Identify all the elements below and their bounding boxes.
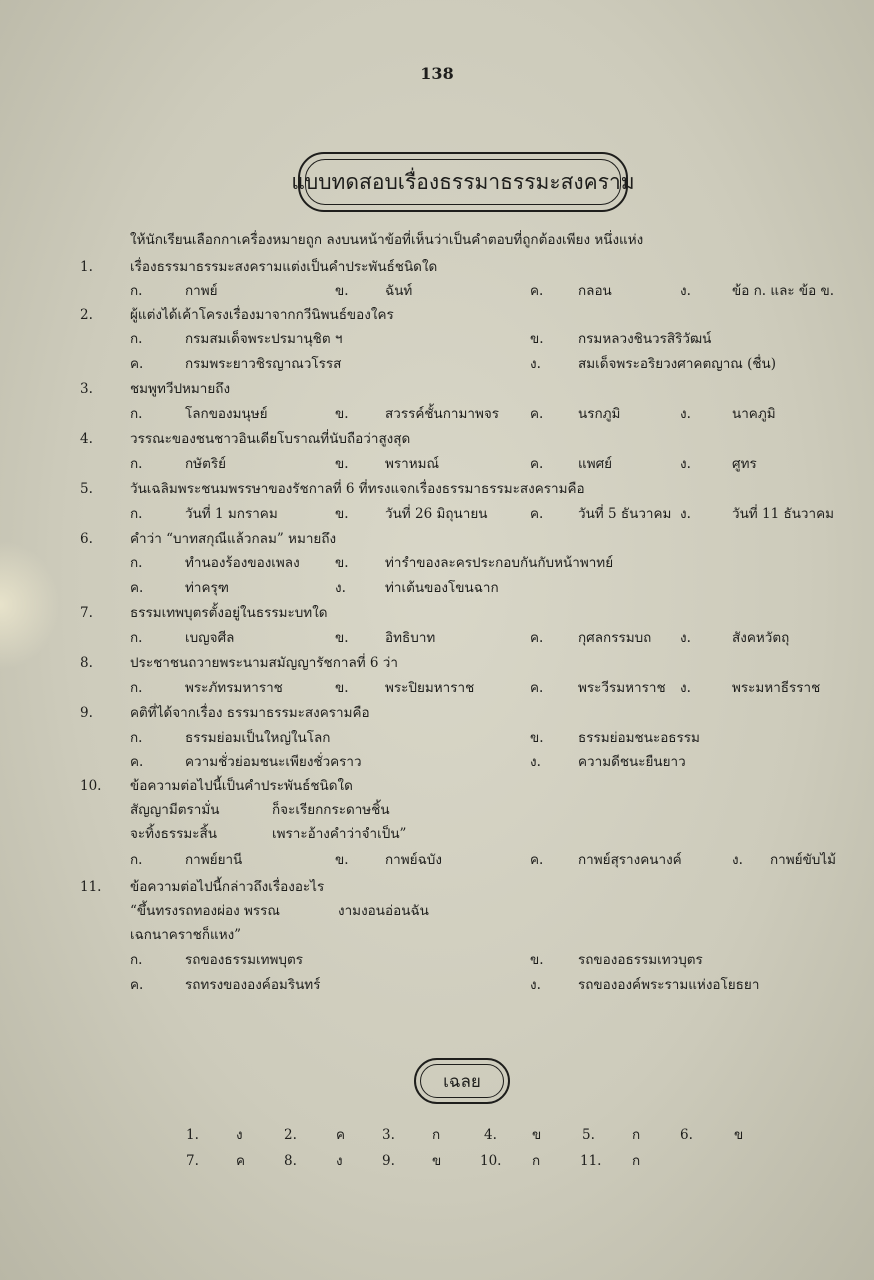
question-number: 1. bbox=[80, 259, 93, 275]
answer-value: ข bbox=[734, 1127, 744, 1143]
choice-letter[interactable]: ก. bbox=[130, 506, 143, 522]
choice-text: สังคหวัตถุ bbox=[732, 630, 790, 646]
choice-text: รถของอธรรมเทวบุตร bbox=[578, 952, 703, 968]
choice-letter[interactable]: ข. bbox=[335, 506, 349, 522]
choice-letter[interactable]: ค. bbox=[130, 580, 144, 596]
choice-text: วันที่ 5 ธันวาคม bbox=[578, 506, 672, 522]
verse-line: เพราะอ้างคำว่าจำเป็น” bbox=[272, 826, 407, 842]
choice-text: กาพย์ยานี bbox=[185, 852, 243, 868]
choice-text: กาพย์ฉบัง bbox=[385, 852, 442, 868]
choice-letter[interactable]: ข. bbox=[530, 952, 544, 968]
choice-letter[interactable]: ง. bbox=[732, 852, 743, 868]
choice-letter[interactable]: ข. bbox=[335, 555, 349, 571]
choice-letter[interactable]: ก. bbox=[130, 630, 143, 646]
choice-text: นรกภูมิ bbox=[578, 406, 621, 422]
choice-text: นาคภูมิ bbox=[732, 406, 776, 422]
verse-line: จะทิ้งธรรมะสิ้น bbox=[130, 826, 218, 842]
choice-text: ท่าเต้นของโขนฉาก bbox=[385, 580, 499, 596]
choice-letter[interactable]: ค. bbox=[530, 630, 544, 646]
choice-letter[interactable]: ง. bbox=[680, 283, 691, 299]
choice-letter[interactable]: ข. bbox=[335, 630, 349, 646]
answer-value: ง bbox=[236, 1127, 243, 1143]
paper-stain bbox=[0, 540, 60, 670]
choice-letter[interactable]: ค. bbox=[530, 456, 544, 472]
question-text: ข้อความต่อไปนี้เป็นคำประพันธ์ชนิดใด bbox=[130, 778, 353, 794]
choice-text: ศูทร bbox=[732, 456, 757, 472]
question-number: 9. bbox=[80, 705, 93, 721]
question-text: วรรณะของชนชาวอินเดียโบราณที่นับถือว่าสูงสุด bbox=[130, 431, 411, 447]
choice-text: วันที่ 26 มิถุนายน bbox=[385, 506, 488, 522]
choice-text: กษัตริย์ bbox=[185, 456, 227, 472]
choice-text: กาพย์ขับไม้ bbox=[770, 852, 837, 868]
choice-text: พระปิยมหาราช bbox=[385, 680, 475, 696]
question-number: 11. bbox=[80, 879, 102, 895]
choice-letter[interactable]: ค. bbox=[130, 356, 144, 372]
choice-text: กรมหลวงชินวรสิริวัฒน์ bbox=[578, 331, 712, 347]
question-number: 4. bbox=[80, 431, 93, 447]
choice-text: พระภัทรมหาราช bbox=[185, 680, 283, 696]
choice-letter[interactable]: ก. bbox=[130, 852, 143, 868]
answer-number: 4. bbox=[484, 1127, 497, 1143]
choice-text: รถทรงขององค์อมรินทร์ bbox=[185, 977, 321, 993]
answer-number: 5. bbox=[582, 1127, 595, 1143]
answer-key-frame bbox=[414, 1058, 510, 1104]
instruction: ให้นักเรียนเลือกกาเครื่องหมายถูก ลงบนหน้าข้อที่เห็นว่าเป็นคำตอบที่ถูกต้องเพียง หนึ่งแห่ง bbox=[130, 232, 644, 248]
answer-number: 7. bbox=[186, 1153, 199, 1169]
answer-value: ง bbox=[336, 1153, 343, 1169]
choice-letter[interactable]: ก. bbox=[130, 406, 143, 422]
answer-number: 8. bbox=[284, 1153, 297, 1169]
verse-line: ก็จะเรียกกระดาษชิ้น bbox=[272, 802, 390, 818]
verse-line: งามงอนอ่อนฉัน bbox=[338, 903, 429, 919]
choice-text: วันที่ 11 ธันวาคม bbox=[732, 506, 835, 522]
choice-text: โลกของมนุษย์ bbox=[185, 406, 268, 422]
choice-text: รถของธรรมเทพบุตร bbox=[185, 952, 303, 968]
question-text: เรื่องธรรมาธรรมะสงครามแต่งเป็นคำประพันธ์ชนิดใด bbox=[130, 259, 438, 275]
choice-text: กรมพระยาวชิรญาณวโรรส bbox=[185, 356, 342, 372]
choice-text: ข้อ ก. และ ข้อ ข. bbox=[732, 283, 835, 299]
choice-text: ความชั่วย่อมชนะเพียงชั่วคราว bbox=[185, 754, 362, 770]
question-number: 10. bbox=[80, 778, 102, 794]
question-number: 8. bbox=[80, 655, 93, 671]
answer-number: 1. bbox=[186, 1127, 199, 1143]
choice-text: ทำนองร้องของเพลง bbox=[185, 555, 300, 571]
question-text: ชมพูทวีปหมายถึง bbox=[130, 381, 231, 397]
choice-text: พระมหาธีรราช bbox=[732, 680, 821, 696]
answer-number: 10. bbox=[480, 1153, 502, 1169]
choice-letter[interactable]: ง. bbox=[680, 406, 691, 422]
choice-letter[interactable]: ก. bbox=[130, 952, 143, 968]
answer-value: ก bbox=[432, 1127, 441, 1143]
question-number: 2. bbox=[80, 307, 93, 323]
page-number: 138 bbox=[420, 64, 454, 83]
choice-text: ท่ารำของละครประกอบกันกับหน้าพาทย์ bbox=[385, 555, 614, 571]
choice-letter[interactable]: ง. bbox=[680, 506, 691, 522]
choice-text: กลอน bbox=[578, 283, 612, 299]
question-number: 7. bbox=[80, 605, 93, 621]
choice-text: รถขององค์พระรามแห่งอโยธยา bbox=[578, 977, 760, 993]
choice-letter[interactable]: ค. bbox=[530, 680, 544, 696]
answer-value: ค bbox=[236, 1153, 246, 1169]
choice-letter[interactable]: ง. bbox=[530, 754, 541, 770]
choice-letter[interactable]: ข. bbox=[335, 680, 349, 696]
choice-text: วันที่ 1 มกราคม bbox=[185, 506, 278, 522]
choice-text: ฉันท์ bbox=[385, 283, 413, 299]
question-text: ธรรมเทพบุตรตั้งอยู่ในธรรมะบทใด bbox=[130, 605, 328, 621]
choice-text: ธรรมย่อมชนะอธรรม bbox=[578, 730, 700, 746]
choice-letter[interactable]: ง. bbox=[680, 456, 691, 472]
question-text: ผู้แต่งได้เค้าโครงเรื่องมาจากกวีนิพนธ์ของใคร bbox=[130, 307, 394, 323]
answer-number: 9. bbox=[382, 1153, 395, 1169]
choice-letter[interactable]: ค. bbox=[530, 506, 544, 522]
answer-value: ก bbox=[632, 1153, 641, 1169]
choice-letter[interactable]: ข. bbox=[530, 331, 544, 347]
choice-letter[interactable]: ข. bbox=[530, 730, 544, 746]
choice-text: ท่าครุฑ bbox=[185, 580, 229, 596]
question-text: คติที่ได้จากเรื่อง ธรรมาธรรมะสงครามคือ bbox=[130, 705, 370, 721]
title-frame bbox=[291, 152, 635, 212]
choice-letter[interactable]: ง. bbox=[530, 977, 541, 993]
choice-letter[interactable]: ค. bbox=[130, 977, 144, 993]
question-text: ประชาชนถวายพระนามสมัญญารัชกาลที่ 6 ว่า bbox=[130, 655, 398, 671]
verse-line: สัญญามีตรามั่น bbox=[130, 802, 220, 818]
answer-value: ค bbox=[336, 1127, 346, 1143]
choice-letter[interactable]: ง. bbox=[530, 356, 541, 372]
choice-letter[interactable]: ง. bbox=[680, 680, 691, 696]
choice-letter[interactable]: ค. bbox=[130, 754, 144, 770]
choice-letter[interactable]: ก. bbox=[130, 283, 143, 299]
choice-letter[interactable]: ข. bbox=[335, 456, 349, 472]
answer-value: ก bbox=[532, 1153, 541, 1169]
choice-letter[interactable]: ง. bbox=[335, 580, 346, 596]
choice-letter[interactable]: ค. bbox=[530, 283, 544, 299]
question-text: คำว่า “บาทสกุณีแล้วกลม” หมายถึง bbox=[130, 531, 337, 547]
answer-key-title: เฉลย bbox=[420, 1064, 504, 1098]
question-text: วันเฉลิมพระชนมพรรษาของรัชกาลที่ 6 ที่ทรงแจกเรื่องธรรมาธรรมะสงครามคือ bbox=[130, 481, 585, 497]
choice-letter[interactable]: ค. bbox=[530, 406, 544, 422]
question-number: 3. bbox=[80, 381, 93, 397]
choice-letter[interactable]: ข. bbox=[335, 852, 349, 868]
choice-letter[interactable]: ข. bbox=[335, 283, 349, 299]
choice-text: ความดีชนะยืนยาว bbox=[578, 754, 686, 770]
answer-number: 3. bbox=[382, 1127, 395, 1143]
choice-letter[interactable]: ก. bbox=[130, 331, 143, 347]
choice-text: พระวีรมหาราช bbox=[578, 680, 666, 696]
choice-letter[interactable]: ก. bbox=[130, 456, 143, 472]
question-number: 6. bbox=[80, 531, 93, 547]
choice-text: สวรรค์ชั้นกามาพจร bbox=[385, 406, 500, 422]
answer-value: ก bbox=[632, 1127, 641, 1143]
choice-letter[interactable]: ง. bbox=[680, 630, 691, 646]
choice-text: ธรรมย่อมเป็นใหญ่ในโลก bbox=[185, 730, 331, 746]
choice-text: สมเด็จพระอริยวงศาคตญาณ (ชื่น) bbox=[578, 356, 777, 372]
choice-text: อิทธิบาท bbox=[385, 630, 436, 646]
choice-letter[interactable]: ค. bbox=[530, 852, 544, 868]
choice-text: พราหมณ์ bbox=[385, 456, 440, 472]
choice-letter[interactable]: ก. bbox=[130, 680, 143, 696]
answer-value: ข bbox=[532, 1127, 542, 1143]
page-title: แบบทดสอบเรื่องธรรมาธรรมะสงคราม bbox=[305, 159, 621, 205]
choice-text: กรมสมเด็จพระปรมานุชิต ฯ bbox=[185, 331, 343, 347]
choice-letter[interactable]: ก. bbox=[130, 730, 143, 746]
choice-text: กุศลกรรมบถ bbox=[578, 630, 652, 646]
answer-number: 11. bbox=[580, 1153, 602, 1169]
verse-line: “ขึ้นทรงรถทองผ่อง พรรณ bbox=[130, 903, 280, 919]
choice-text: เบญจศีล bbox=[185, 630, 235, 646]
answer-value: ข bbox=[432, 1153, 442, 1169]
choice-letter[interactable]: ก. bbox=[130, 555, 143, 571]
verse-line: เฉกนาคราชก็แหง” bbox=[130, 927, 242, 943]
choice-text: กาพย์สุรางคนางค์ bbox=[578, 852, 682, 868]
question-text: ข้อความต่อไปนี้กล่าวถึงเรื่องอะไร bbox=[130, 879, 325, 895]
answer-number: 2. bbox=[284, 1127, 297, 1143]
answer-number: 6. bbox=[680, 1127, 693, 1143]
choice-text: กาพย์ bbox=[185, 283, 218, 299]
choice-letter[interactable]: ข. bbox=[335, 406, 349, 422]
choice-text: แพศย์ bbox=[578, 456, 613, 472]
question-number: 5. bbox=[80, 481, 93, 497]
